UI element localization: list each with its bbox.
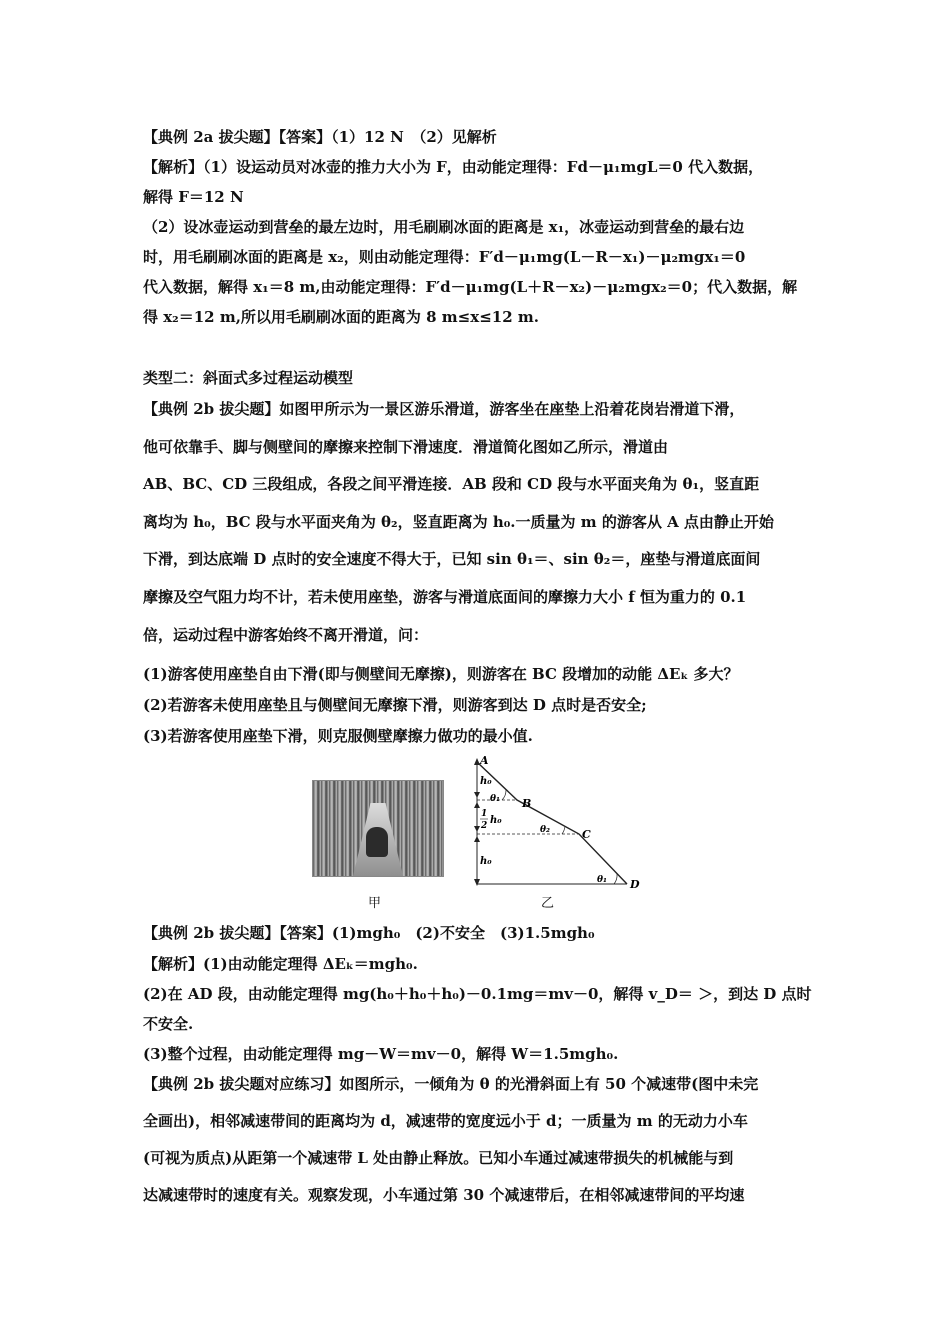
text-line: 【典例 2b 拔尖题对应练习】如图所示，一倾角为 θ 的光滑斜面上有 50 个减速带(图中未完 bbox=[143, 1075, 759, 1093]
text-line: 【典例 2a 拔尖题】【答案】（1）12 N （2）见解析 bbox=[143, 128, 497, 146]
text-line: 【典例 2b 拔尖题】如图甲所示为一景区游乐滑道，游客坐在座垫上沿着花岗岩滑道下滑， bbox=[143, 400, 745, 418]
label-h0-top: h₀ bbox=[480, 776, 492, 787]
label-half-den: 2 bbox=[481, 821, 488, 831]
text-line: 倍，运动过程中游客始终不离开滑道，问： bbox=[143, 626, 429, 644]
question-3: (3)若游客使用座垫下滑，则克服侧壁摩擦力做功的最小值. bbox=[143, 727, 533, 745]
label-h0-bottom: h₀ bbox=[480, 856, 492, 867]
slide-photo bbox=[312, 780, 444, 877]
text-line: 离均为 h₀，BC 段与水平面夹角为 θ₂，竖直距离为 h₀.一质量为 m 的游客从 A 点由静止开始 bbox=[143, 513, 774, 531]
text-line: 不安全. bbox=[143, 1015, 194, 1033]
text-line: 【典例 2b 拔尖题】【答案】(1)mgh₀ (2)不安全 (3)1.5mgh₀ bbox=[143, 924, 595, 942]
text-line: （2）设冰壶运动到营垒的最左边时，用毛刷刷冰面的距离是 x₁，冰壶运动到营垒的最右边 bbox=[143, 218, 745, 236]
label-theta1-bottom: θ₁ bbox=[597, 875, 607, 885]
label-point-a: A bbox=[480, 754, 489, 767]
text-line: 下滑，到达底端 D 点时的安全速度不得大于，已知 sin θ₁＝、sin θ₂＝，座垫与滑道底面间 bbox=[143, 550, 761, 568]
label-point-c: C bbox=[582, 828, 591, 841]
text-line: 代入数据，解得 x₁＝8 m,由动能定理得：F′d－μ₁mg(L＋R－x₂)－μ₂mgx₂＝0；代入数据，解 bbox=[143, 278, 798, 296]
text-line: (可视为质点)从距第一个减速带 L 处由静止释放。已知小车通过减速带损失的机械能与到 bbox=[143, 1149, 734, 1167]
label-point-d: D bbox=[630, 878, 640, 891]
text-line: 得 x₂＝12 m,所以用毛刷刷冰面的距离为 8 m≤x≤12 m. bbox=[143, 308, 539, 326]
text-line: 【解析】（1）设运动员对冰壶的推力大小为 F，由动能定理得：Fd－μ₁mgL＝0 代入数据， bbox=[143, 158, 764, 176]
label-theta1-top: θ₁ bbox=[490, 794, 500, 804]
text-line: (3)整个过程，由动能定理得 mg－W＝mv－0，解得 W＝1.5mgh₀. bbox=[143, 1045, 619, 1063]
section-heading: 类型二：斜面式多过程运动模型 bbox=[143, 369, 354, 387]
text-line: 时，用毛刷刷冰面的距离是 x₂，则由动能定理得：F′d－μ₁mg(L－R－x₁)－μ₂mgx₁＝0 bbox=[143, 248, 746, 266]
label-theta2: θ₂ bbox=[540, 825, 550, 835]
text-line: 全画出)，相邻减速带间的距离均为 d，减速带的宽度远小于 d；一质量为 m 的无动力小车 bbox=[143, 1112, 748, 1130]
text-line: 他可依靠手、脚与侧壁间的摩擦来控制下滑速度．滑道简化图如乙所示，滑道由 bbox=[143, 438, 669, 456]
label-point-b: B bbox=[522, 797, 532, 810]
label-half-num: 1 bbox=[481, 809, 488, 819]
text-line: 达减速带时的速度有关。观察发现，小车通过第 30 个减速带后，在相邻减速带间的平均速 bbox=[143, 1186, 745, 1204]
question-1: (1)游客使用座垫自由下滑(即与侧壁间无摩擦)，则游客在 BC 段增加的动能 ΔEₖ 多大？ bbox=[143, 665, 739, 683]
slide-diagram bbox=[462, 752, 652, 892]
text-line: AB、BC、CD 三段组成，各段之间平滑连接．AB 段和 CD 段与水平面夹角为 θ₁，竖直距 bbox=[143, 475, 760, 493]
figure-caption-left: 甲 bbox=[368, 896, 382, 911]
label-h0-mid: h₀ bbox=[490, 815, 502, 826]
rider-silhouette bbox=[366, 827, 388, 857]
text-line: (2)在 AD 段，由动能定理得 mg(h₀＋h₀＋h₀)－0.1mg＝mv－0，解得 v_D＝ ＞，到达 D 点时 bbox=[143, 985, 812, 1003]
question-2: (2)若游客未使用座垫且与侧壁间无摩擦下滑，则游客到达 D 点时是否安全; bbox=[143, 696, 647, 714]
text-line: 解得 F＝12 N bbox=[143, 188, 244, 206]
figure-caption-right: 乙 bbox=[541, 896, 555, 911]
text-line: 【解析】(1)由动能定理得 ΔEₖ＝mgh₀. bbox=[143, 955, 418, 973]
text-line: 摩擦及空气阻力均不计，若未使用座垫，游客与滑道底面间的摩擦力大小 f 恒为重力的 0.1 bbox=[143, 588, 747, 606]
